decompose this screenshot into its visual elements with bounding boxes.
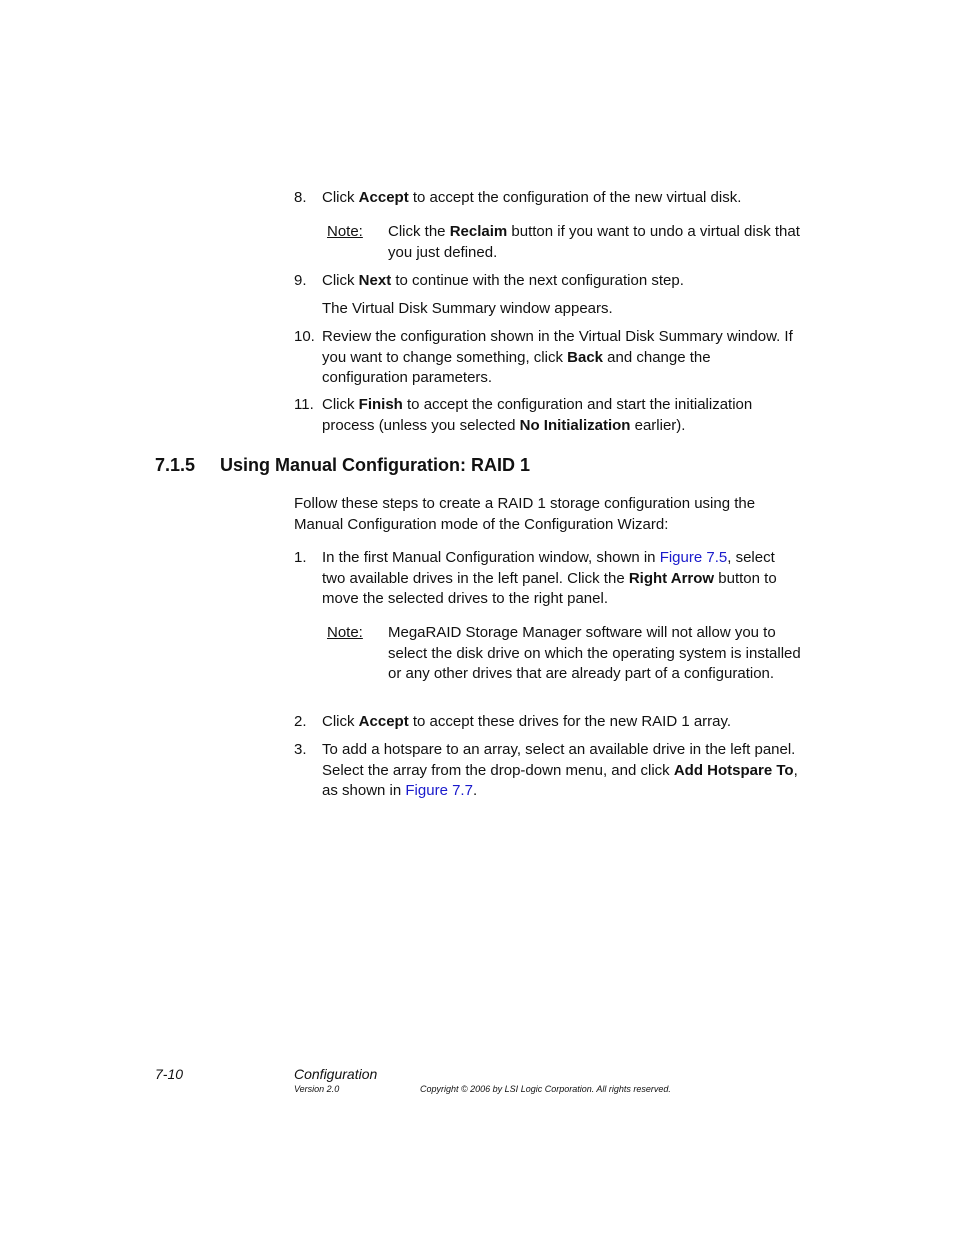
note-label: Note: [327,223,363,240]
step-text: Click [322,396,359,413]
step-bold: Next [358,272,392,289]
section-heading [155,455,530,476]
page-number: 7-10 [155,1066,184,1082]
step-text: Click [322,189,359,206]
step-text: to accept these drives for the new RAID 1 array. [408,713,732,730]
step-text: to accept the configuration of the new virtual disk. [408,189,742,206]
step-text: Click [322,272,359,289]
step-text: To add a hotspare to an array, select an available drive in the left panel. Select the array from the drop-down menu, and click [322,741,796,779]
figure-link[interactable]: Figure 7.7 [405,782,473,799]
step-text: In the first Manual Configuration window, shown in [322,549,660,566]
list-number: 9. [294,272,307,289]
step-bold: Right Arrow [628,569,715,587]
figure-link[interactable]: Figure 7.5 [659,549,728,566]
step-bold: Back [567,348,603,366]
list-number: 1. [294,549,307,566]
step-text: , as shown in [322,761,798,799]
list-number: 8. [294,189,307,206]
note-bold: Reclaim [449,223,508,240]
intro-paragraph: Follow these steps to create a RAID 1 storage configuration using the Manual Configuration mode of the Configuration Wizard: [294,495,756,533]
step-subtext: The Virtual Disk Summary window appears. [322,300,613,317]
step-bold: Add Hotspare To [673,761,794,779]
step-bold: Accept [358,189,409,206]
step-text: , select two available drives in the left panel. Click the [322,549,775,587]
step-text: button to move the selected drives to the right panel. [322,569,777,607]
section-title: Using Manual Configuration: RAID 1 [220,455,530,475]
step-text: Click [322,713,359,730]
step-bold: Finish [358,396,403,413]
step-text: . [472,782,478,799]
list-item [294,327,800,389]
list-number: 3. [294,741,307,758]
list-item [294,271,800,292]
section-number: 7.1.5 [155,455,196,475]
list-item [294,395,800,436]
note [327,222,802,263]
step-text: earlier). [630,416,686,434]
list-number: 10. [294,328,315,345]
step-bold: No Initialization [519,416,631,434]
list-item [294,548,800,610]
step-text: and change the configuration parameters. [322,348,711,386]
note-label: Note: [327,624,363,641]
footer-chapter: Configuration [294,1066,378,1082]
list-item [294,712,800,733]
note-text: Click the [388,223,450,240]
step-bold: Accept [358,713,409,730]
list-number: 11. [294,396,314,413]
step-text: Review the configuration shown in the Virtual Disk Summary window. If you want to change something, click [322,328,793,366]
list-item [294,188,800,209]
note [327,623,802,685]
note-text: button if you want to undo a virtual disk that you just defined. [388,223,800,261]
note-text: MegaRAID Storage Manager software will not allow you to select the disk drive on which the operating system is installed or any other drives that are already part of a configuration. [388,624,801,682]
list-item [294,740,800,802]
list-number: 2. [294,713,307,730]
footer-copyright: Copyright © 2006 by LSI Logic Corporation. All rights reserved. [420,1084,671,1094]
step-text: to continue with the next configuration step. [391,272,684,289]
step-text: to accept the configuration and start the initialization process (unless you selected [322,396,753,434]
footer-version: Version 2.0 [294,1084,340,1094]
